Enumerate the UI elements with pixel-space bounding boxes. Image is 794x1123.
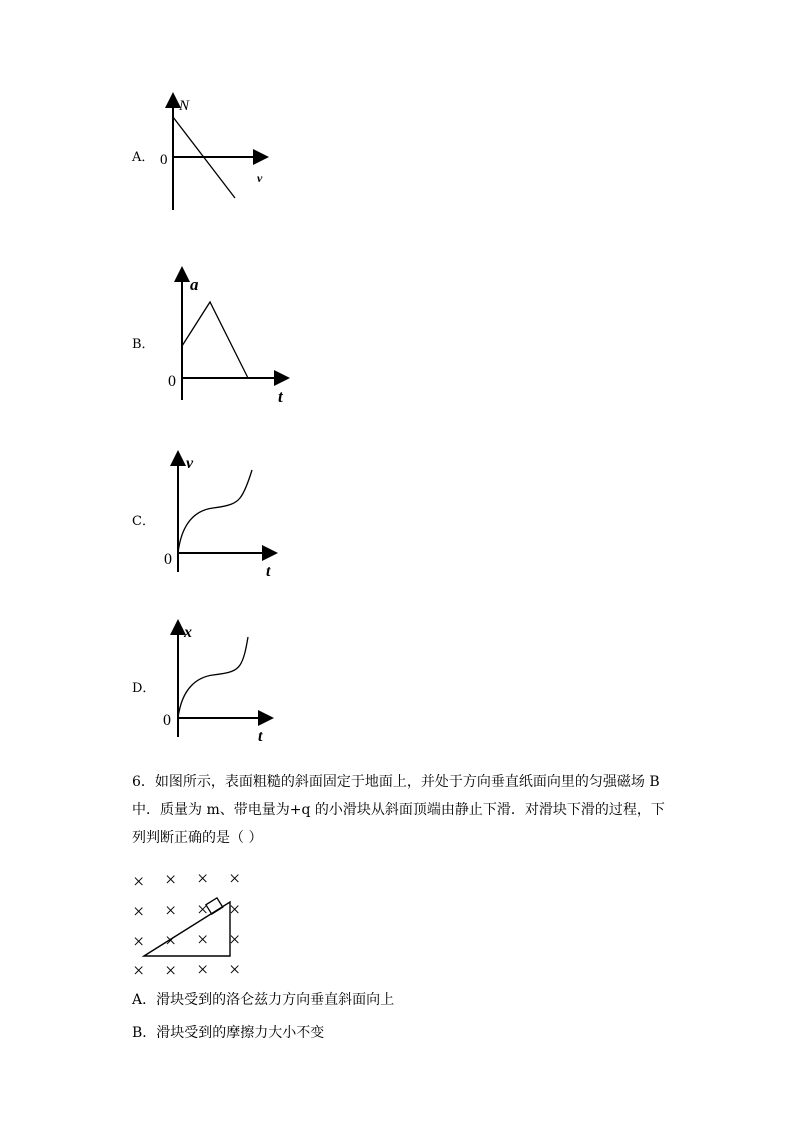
question-6-option-a — [132, 986, 394, 1014]
field-cross: × — [133, 901, 145, 923]
y-axis-label: a — [190, 275, 199, 294]
x-axis-label: t — [278, 387, 283, 406]
field-cross: × — [165, 960, 177, 981]
field-cross: × — [229, 868, 241, 890]
field-cross: × — [197, 868, 209, 890]
graph-d — [158, 617, 283, 745]
option-b-label: B． — [132, 337, 155, 352]
option-a-label: A． — [132, 150, 155, 165]
field-cross: × — [229, 959, 241, 981]
origin-label: 0 — [160, 152, 168, 168]
question-6-line-3: 列判断正确的是（ ） — [132, 830, 263, 846]
graph-curve — [178, 470, 252, 553]
option-text: 滑块受到的洛仑兹力方向垂直斜面向上 — [156, 992, 395, 1008]
field-cross: × — [133, 931, 145, 953]
field-cross: × — [165, 930, 177, 952]
y-axis-label: x — [184, 624, 192, 641]
option-label: B． — [132, 1025, 157, 1041]
graph-curve — [178, 637, 248, 718]
option-d-label: D． — [132, 681, 156, 696]
graph-c — [158, 448, 283, 583]
y-axis-label: v — [186, 455, 194, 472]
origin-label: 0 — [168, 373, 176, 390]
field-crosses — [133, 868, 240, 981]
x-axis-label: t — [266, 563, 271, 580]
question-6-option-b — [132, 1019, 324, 1047]
field-cross: × — [133, 960, 145, 981]
x-axis-label: v — [257, 171, 263, 185]
option-label: A． — [132, 992, 157, 1008]
field-cross: × — [229, 929, 241, 951]
graph-a — [155, 92, 275, 217]
field-cross: × — [229, 899, 241, 921]
field-cross: × — [133, 871, 145, 893]
field-cross: × — [197, 959, 209, 981]
option-text: 滑块受到的摩擦力大小不变 — [156, 1025, 325, 1041]
question-6-stem — [132, 768, 772, 852]
option-c-label: C． — [132, 514, 155, 529]
graph-line — [182, 302, 248, 378]
y-axis-label: N — [179, 98, 190, 114]
graph-b — [160, 264, 305, 409]
x-axis-label: t — [258, 728, 263, 745]
field-cross: × — [197, 929, 209, 951]
origin-label: 0 — [163, 712, 171, 729]
origin-label: 0 — [164, 551, 172, 568]
field-cross: × — [165, 869, 177, 891]
question-6-line-1: 6．如图所示，表面粗糙的斜面固定于地面上，并处于方向垂直纸面向里的匀强磁场 B — [132, 774, 660, 790]
question-6-line-2: 中．质量为 m、带电量为+q 的小滑块从斜面顶端由静止下滑．对滑块下滑的过程，下 — [132, 802, 665, 818]
field-cross: × — [165, 900, 177, 922]
magnetic-field-figure — [128, 866, 258, 981]
field-cross: × — [197, 899, 209, 921]
